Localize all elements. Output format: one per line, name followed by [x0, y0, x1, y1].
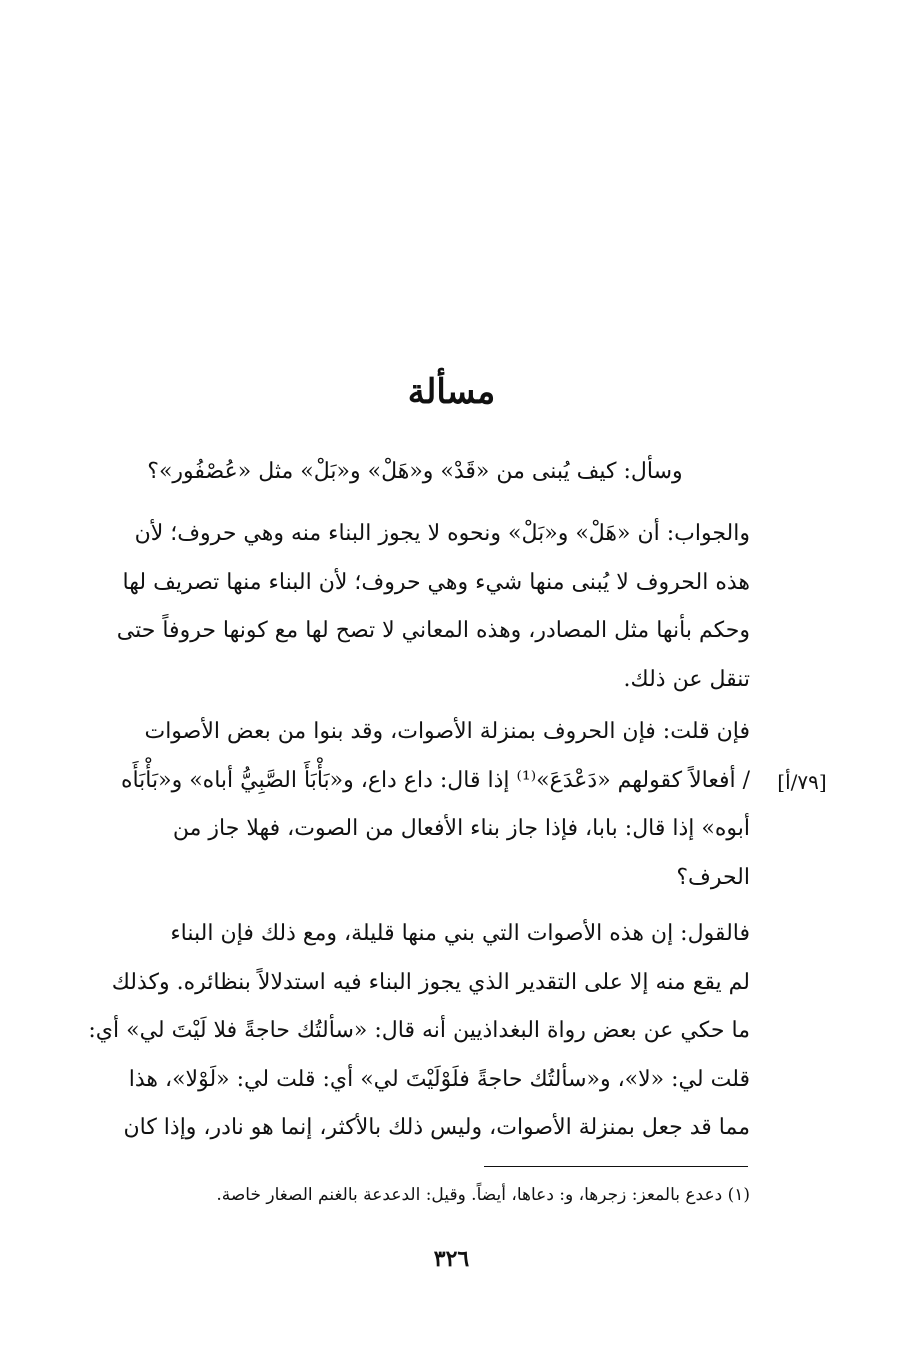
answer-paragraph	[52, 510, 750, 704]
paragraph-line: الحرف؟	[676, 864, 750, 890]
reply-paragraph	[52, 910, 750, 1153]
paragraph-line: والجواب: أن «هَلْ» و«بَلْ» ونحوه لا يجوز البناء منه وهي حروف؛ لأن	[134, 521, 750, 546]
question-line: وسأل: كيف يُبنى من «قَدْ» و«هَلْ» و«بَلْ» مثل «عُصْفُور»؟	[147, 459, 683, 484]
paragraph-line: لم يقع منه إلا على التقدير الذي يجوز البناء فيه استدلالاً بنظائره. وكذلك	[111, 969, 750, 995]
paragraph-line: ما حكي عن بعض رواة البغداذيين أنه قال: «سألتُك حاجةً فلا لَيْتَ لي» أي:	[88, 1018, 750, 1043]
paragraph-line: مما قد جعل بمنزلة الأصوات، وليس ذلك بالأكثر، إنما هو نادر، وإذا كان	[123, 1115, 750, 1140]
paragraph-line: تنقل عن ذلك.	[623, 666, 750, 692]
paragraph-line: / أفعالاً كقولهم «دَعْدَعَ»⁽¹⁾ إذا قال: داع داع، و«بَأْبَأَ الصَّبِيُّ أباه» و«بَأْبَأَه	[120, 767, 750, 793]
paragraph-line: فالقول: إن هذه الأصوات التي بني منها قليلة، ومع ذلك فإن البناء	[170, 921, 750, 946]
page-number: ٣٢٦	[433, 1246, 470, 1272]
manuscript-folio-marker: [٧٩/أ]	[777, 770, 827, 794]
footnote: (١) دعدع بالمعز: زجرها، و: دعاها، أيضاً. وقيل: الدعدعة بالغنم الصغار خاصة.	[216, 1185, 750, 1205]
paragraph-line: فإن قلت: فإن الحروف بمنزلة الأصوات، وقد بنوا من بعض الأصوات	[144, 719, 750, 744]
objection-paragraph	[52, 708, 750, 902]
chapter-title: مسألة	[407, 372, 496, 412]
paragraph-line: أبوه» إذا قال: بابا، فإذا جاز بناء الأفعال من الصوت، فهلا جاز من	[172, 816, 750, 841]
paragraph-line: قلت لي: «لا»، و«سألتُك حاجةً فلَوْلَيْتَ لي» أي: قلت لي: «لَوْلا»، هذا	[128, 1066, 750, 1092]
paragraph-line: وحكم بأنها مثل المصادر، وهذه المعاني لا تصح لها مع كونها حروفاً حتى	[116, 618, 750, 643]
paragraph-line: هذه الحروف لا يُبنى منها شيء وهي حروف؛ لأن البناء منها تصريف لها	[122, 569, 750, 595]
footnote-divider	[484, 1166, 748, 1167]
